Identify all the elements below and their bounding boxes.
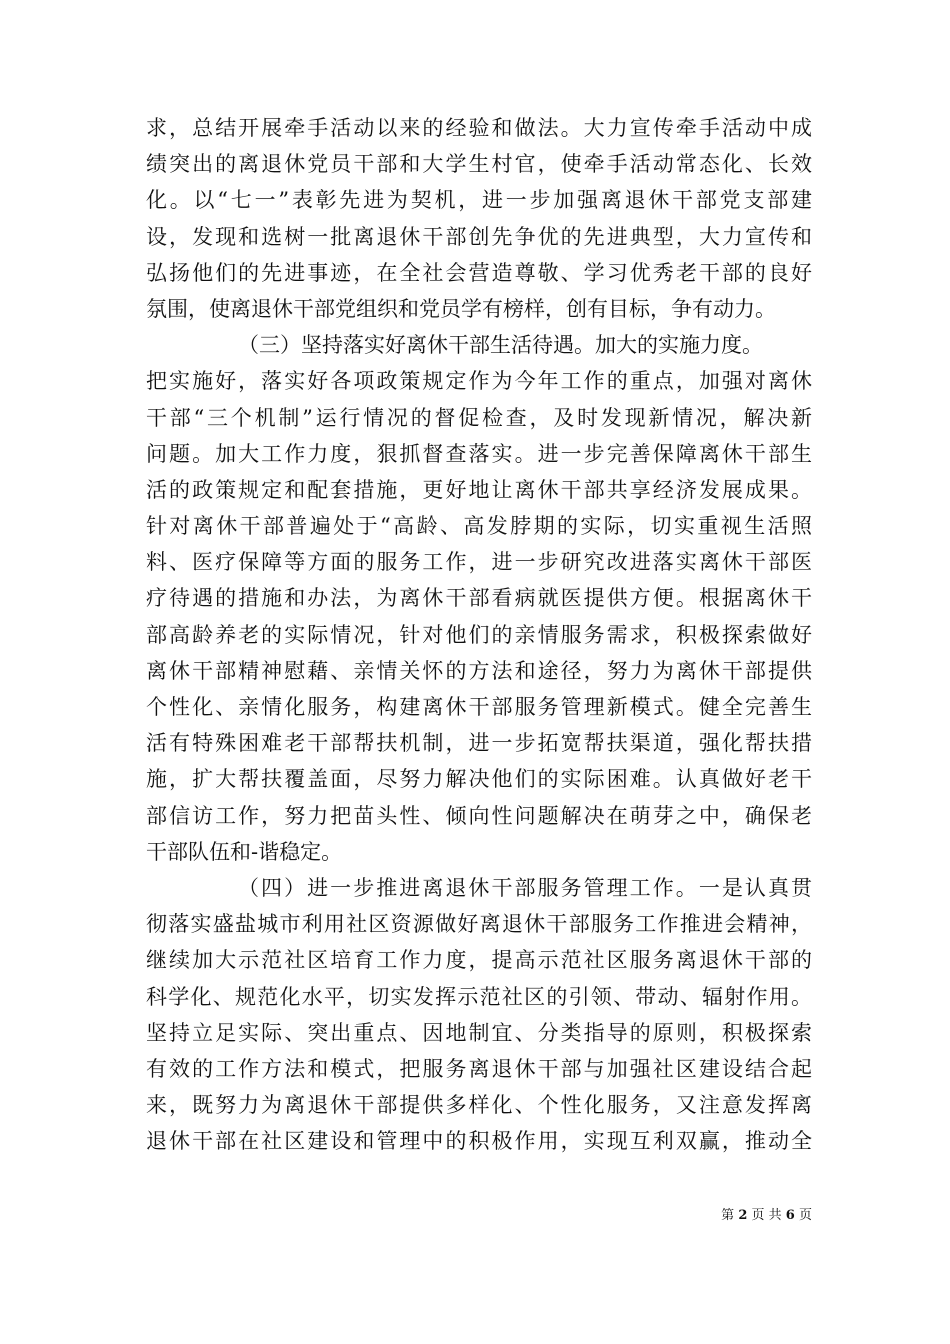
document-body <box>146 110 812 1159</box>
text-line: 弘扬他们的先进事迹，在全社会营造尊敬、学习优秀老干部的良好 <box>146 260 812 285</box>
text-line: 疗待遇的措施和办法，为离休干部看病就医提供方便。根据离休干 <box>146 586 812 611</box>
text-line: 求，总结开展牵手活动以来的经验和做法。大力宣传牵手活动中成 <box>146 116 812 140</box>
page-number-footer <box>721 1204 812 1223</box>
text-line: 干部“三个机制”运行情况的督促检查，及时发现新情况，解决新 <box>146 405 812 430</box>
footer-prefix: 第 <box>721 1208 735 1223</box>
text-line: 退休干部在社区建设和管理中的积极作用，实现互利双赢，推动全 <box>146 1129 812 1154</box>
total-pages-number: 6 <box>785 1208 795 1223</box>
text-line: 个性化、亲情化服务，构建离休干部服务管理新模式。健全完善生 <box>146 695 812 719</box>
text-line: 针对离休干部普遍处于“高龄、高发脖期的实际，切实重视生活照 <box>146 514 812 539</box>
text-line: 离休干部精神慰藉、亲情关怀的方法和途径，努力为离休干部提供 <box>146 658 812 683</box>
text-line: 问题。加大工作力度，狠抓督查落实。进一步完善保障离休干部生 <box>146 441 812 466</box>
text-line: 绩突出的离退休党员干部和大学生村官，使牵手活动常态化、长效 <box>146 152 812 177</box>
text-line: 彻落实盛盐城市利用社区资源做好离退休干部服务工作推进会精神， <box>146 912 812 937</box>
current-page-number: 2 <box>738 1208 748 1223</box>
footer-suffix: 页 <box>798 1208 812 1223</box>
text-line: 活的政策规定和配套措施，更好地让离休干部共享经济发展成果。 <box>146 477 812 502</box>
text-line: 部信访工作，努力把苗头性、倾向性问题解决在萌芽之中，确保老 <box>146 803 812 828</box>
text-line: 活有特殊困难老干部帮扶机制，进一步拓宽帮扶渠道，强化帮扶措 <box>146 731 812 756</box>
text-line: 施，扩大帮扶覆盖面，尽努力解决他们的实际困难。认真做好老干 <box>146 767 812 792</box>
text-line: 来，既努力为离退休干部提供多样化、个性化服务，又注意发挥离 <box>146 1093 812 1118</box>
text-line: 化。以“七一”表彰先进为契机，进一步加强离退休干部党支部建 <box>146 188 812 213</box>
text-line: 干部队伍和-谐稳定。 <box>146 839 343 864</box>
section-heading-4: （四）进一步推进离退休干部服务管理工作。一是认真贯 <box>238 875 812 900</box>
text-line: 坚持立足实际、突出重点、因地制宜、分类指导的原则，积极探索 <box>146 1020 812 1045</box>
text-line: 把实施好，落实好各项政策规定作为今年工作的重点，加强对离休 <box>146 369 812 394</box>
text-line: 料、医疗保障等方面的服务工作，进一步研究改进落实离休干部医 <box>146 550 812 575</box>
text-line: 有效的工作方法和模式，把服务离退休干部与加强社区建设结合起 <box>146 1056 812 1081</box>
text-line: 部高龄养老的实际情况，针对他们的亲情服务需求，积极探索做好 <box>146 622 812 647</box>
footer-middle: 页 共 <box>751 1208 782 1223</box>
text-line: 科学化、规范化水平，切实发挥示范社区的引领、带动、辐射作用。 <box>146 984 812 1009</box>
section-heading-3: （三）坚持落实好离休干部生活待遇。加大的实施力度。 <box>238 333 763 358</box>
text-line: 继续加大示范社区培育工作力度，提高示范社区服务离退休干部的 <box>146 948 812 973</box>
text-line: 氛围，使离退休干部党组织和党员学有榜样，创有目标，争有动力。 <box>146 296 776 321</box>
text-line: 设，发现和选树一批离退休干部创先争优的先进典型，大力宣传和 <box>146 224 812 249</box>
